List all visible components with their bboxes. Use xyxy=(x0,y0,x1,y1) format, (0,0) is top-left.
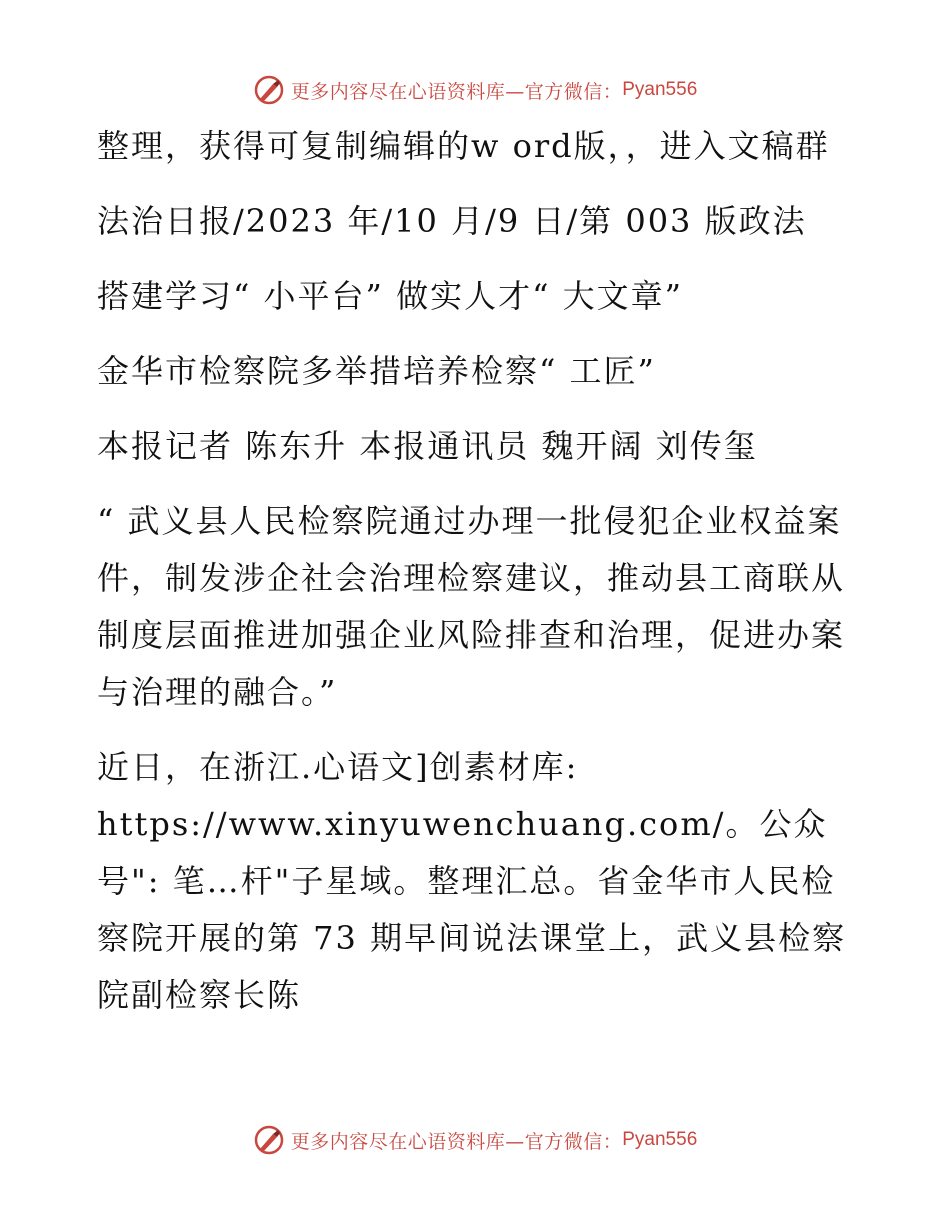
watermark-footer xyxy=(0,1120,950,1160)
watermark-text: 更多内容尽在心语资料库—官方微信： xyxy=(290,80,623,103)
article-byline: 本报记者 陈东升 本报通讯员 魏开阔 刘传玺 xyxy=(97,427,758,465)
paragraph-body: 近日，在浙江.心语文]创素材库: https://www.xinyuwenchuang.com/。公众号": 笔…杆"子星域。整理汇总。省金华市人民检察院开展的第 73 期早间说法课堂上，武义县检察院副检察长陈 xyxy=(97,748,847,1014)
article-subheadline: 金华市检察院多举措培养检察“ 工匠” xyxy=(97,352,656,390)
article-headline: 搭建学习“ 小平台” 做实人才“ 大文章” xyxy=(97,277,683,315)
pen-logo-icon xyxy=(253,1124,285,1156)
paragraph-intro-note: 整理，获得可复制编辑的w ord版，，进入文稿群 xyxy=(97,127,830,165)
paragraph-quote: “ 武义县人民检察院通过办理一批侵犯企业权益案件，制发涉企社会治理检察建议，推动县工商联从制度层面推进加强企业风险排查和治理，促进办案与治理的融合。” xyxy=(97,502,846,711)
paragraph-source-line: 法治日报/2023 年/10 月/9 日/第 003 版政法 xyxy=(97,202,807,240)
watermark-header xyxy=(0,70,950,110)
pen-logo-icon xyxy=(253,74,285,106)
watermark-wechat-id: Pyan556 xyxy=(622,1129,698,1150)
document-body xyxy=(97,118,857,1024)
watermark-text: 更多内容尽在心语资料库—官方微信： xyxy=(290,1130,623,1153)
watermark-wechat-id: Pyan556 xyxy=(622,79,698,100)
